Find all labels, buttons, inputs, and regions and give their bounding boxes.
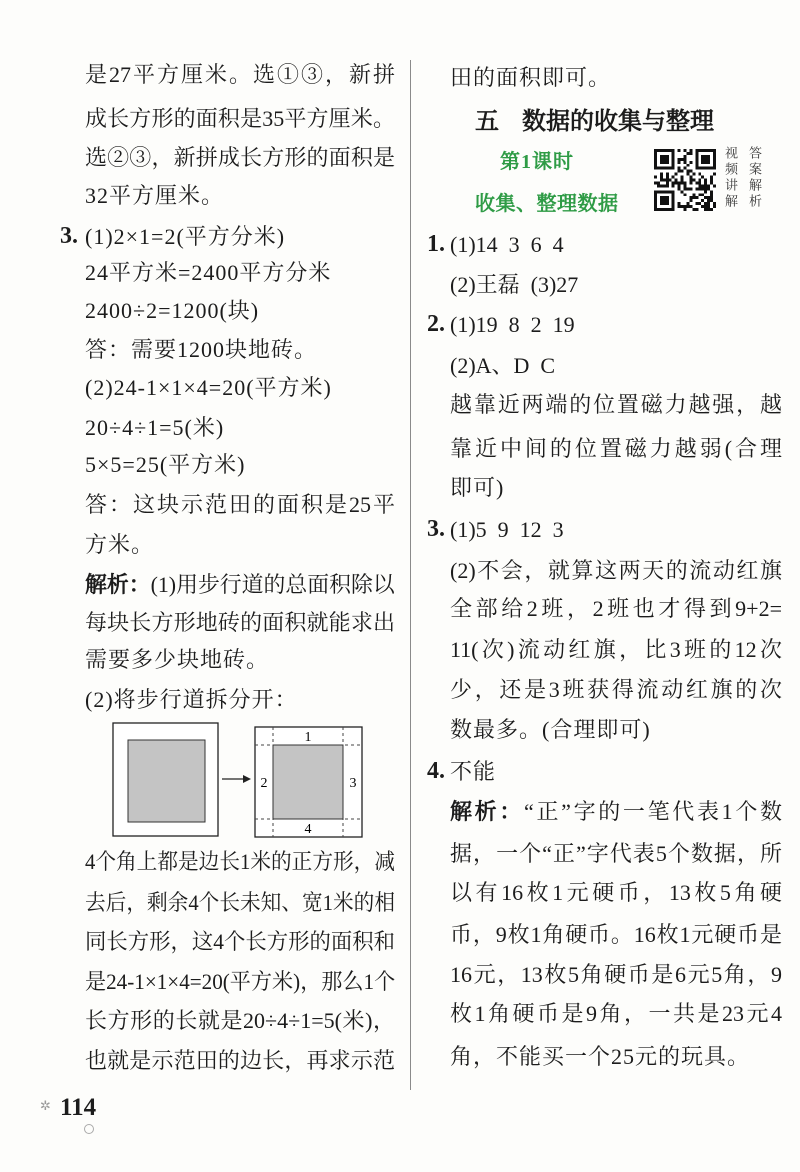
answer-line: 11(次)流动红旗，比3班的12次 [450, 637, 782, 662]
answer-line: 20÷4÷1=5(米) [85, 415, 225, 440]
question-number: 1. [427, 231, 445, 257]
answer-line: 不能 [450, 759, 497, 784]
unit-title: 数据的收集与整理 [522, 109, 714, 135]
field-square [128, 740, 205, 822]
answer-line: (1)2×1=2(平方分米) [85, 224, 286, 249]
question-number: 4. [427, 758, 445, 784]
strip-label-right: 3 [349, 776, 357, 791]
strip-label-left: 2 [260, 776, 268, 791]
strip-label-bottom: 4 [304, 822, 312, 837]
analysis-line: 也就是示范田的边长，再求示范 [85, 1048, 395, 1073]
analysis-line: 是24-1×1×4=20(平方米)，那么1个 [85, 969, 396, 994]
answer-line: 数最多。(合理即可) [450, 717, 651, 742]
answer-line: 全部给2班，2班也才得到9+2= [450, 596, 782, 621]
text-line: 32平方厘米。 [85, 183, 225, 208]
arrow-head-icon [243, 775, 251, 783]
qr-caption-video: 视频讲解 [722, 146, 737, 210]
answer-line: 5×5=25(平方米) [85, 452, 246, 477]
analysis-line: 4个角上都是边长1米的正方形，减 [85, 849, 396, 874]
analysis-line [85, 570, 393, 600]
swirl-ornament-icon [84, 1124, 94, 1134]
star-ornament-icon: ✲ [40, 1099, 51, 1114]
question-number: 2. [427, 311, 445, 337]
answer-line: 答：需要1200块地砖。 [85, 337, 318, 362]
analysis-line: 16元，13枚5角硬币是6元5角，9 [450, 962, 782, 987]
unit-number: 五 [475, 109, 499, 135]
answer-line: 方米。 [85, 532, 155, 557]
field-square [273, 745, 343, 819]
lesson-title: 收集、整理数据 [475, 193, 619, 215]
analysis-text: “正”字的一笔代表1个数 [524, 799, 782, 824]
answer-line: 即可) [450, 475, 505, 500]
answer-line: (2)王磊 (3)27 [450, 272, 579, 297]
question-number: 3. [427, 516, 445, 542]
analysis-line: 以有16枚1元硬币，13枚5角硬 [450, 880, 782, 905]
analysis-text: (1)用步行道的总面积除以 [150, 572, 395, 597]
walkway-split-figure [105, 715, 370, 845]
analysis-line: 币，9枚1角硬币。16枚1元硬币是 [450, 922, 782, 947]
analysis-line [450, 797, 782, 827]
analysis-line: 角，不能买一个25元的玩具。 [450, 1044, 751, 1069]
text-line: 选②③，新拼成长方形的面积是 [85, 145, 395, 170]
answer-line: (1)5 9 12 3 [450, 517, 564, 542]
analysis-line: (2)将步行道拆分开： [85, 687, 298, 712]
qr-caption-answers: 答案解析 [746, 146, 761, 210]
analysis-line: 长方形的长就是20÷4÷1=5(米)， [85, 1008, 395, 1033]
text-line: 是27平方厘米。选①③，新拼 [85, 62, 395, 87]
answer-line: (2)24-1×1×4=20(平方米) [85, 375, 332, 400]
answer-line: 答：这块示范田的面积是25平 [85, 492, 395, 517]
answer-line: 少，还是3班获得流动红旗的次 [450, 677, 782, 702]
analysis-label: 解析： [85, 572, 151, 597]
answer-line: (2)不会，就算这两天的流动红旗 [450, 558, 782, 583]
page-number: 114 [60, 1094, 97, 1121]
answer-line: (1)14 3 6 4 [450, 232, 564, 257]
analysis-line: 据，一个“正”字代表5个数据，所 [450, 841, 782, 866]
analysis-line: 同长方形，这4个长方形的面积和 [85, 929, 396, 954]
answer-line: (1)19 8 2 19 [450, 312, 575, 337]
analysis-line: 枚1角硬币是9角，一共是23元4 [450, 1001, 782, 1026]
answer-line: 2400÷2=1200(块) [85, 298, 260, 323]
text-line: 田的面积即可。 [450, 65, 612, 90]
answer-line: 靠近中间的位置磁力越弱(合理 [450, 436, 782, 461]
answer-line: 越靠近两端的位置磁力越强，越 [450, 392, 782, 417]
question-number: 3. [60, 223, 78, 249]
analysis-line: 去后，剩余4个长未知、宽1米的相 [85, 890, 396, 915]
answer-line: 24平方米=2400平方分米 [85, 260, 332, 285]
analysis-label: 解析： [450, 799, 525, 824]
lesson-number: 第1课时 [500, 151, 574, 173]
analysis-line: 每块长方形地砖的面积就能求出 [85, 610, 395, 635]
qr-code[interactable] [654, 149, 716, 211]
strip-label-top: 1 [304, 730, 312, 745]
column-divider [410, 60, 411, 1090]
answer-line: (2)A、D C [450, 353, 556, 378]
analysis-line: 需要多少块地砖。 [85, 647, 270, 672]
text-line: 成长方形的面积是35平方厘米。 [85, 106, 395, 131]
